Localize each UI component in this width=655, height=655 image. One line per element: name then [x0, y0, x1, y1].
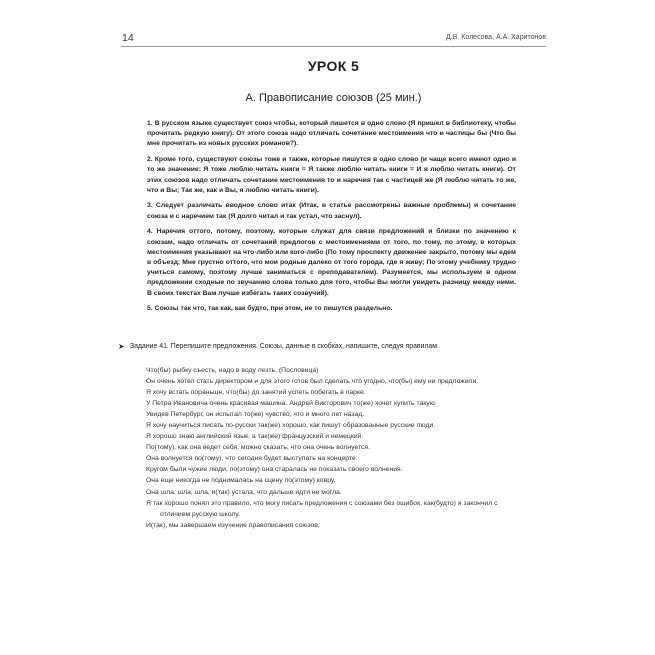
rules-block	[147, 119, 516, 320]
exercise-line: Что(бы) рыбку съесть, надо в воду лезть. (Пословица)	[146, 367, 319, 374]
exercise-line: Я хочу научиться писать по-русски так(же) хорошо, как пишут образованные русские люди.	[146, 422, 436, 430]
exercise-line: Он очень хотел стать директором и для этого готов был сделать что угодно, что(бы) ему ни предложили.	[146, 378, 479, 386]
arrow-right-icon: ➤	[118, 342, 125, 351]
exercise-line: Я хорошо знаю английский язык, а так(же) французский и немецкий.	[146, 433, 364, 441]
exercise-line: Она волнуется по(тому), что сегодня будет выступать на концерте.	[146, 455, 358, 463]
exercise-line: У Петра Ивановича очень красивая машина. Андрей Викторович то(же) хочет купить такую.	[146, 400, 437, 408]
section-title: А. Правописание союзов (25 мин.)	[245, 92, 422, 104]
lesson-title: УРОК 5	[307, 58, 360, 74]
rule-paragraph: 2. Кроме того, существуют союзы тоже и также, которые пишутся в одно слово (и чаще всего имеют одно и то же значение: Я тоже люблю читать книги = Я также люблю читать книги = И я люблю читать книги). От этих союзов надо отличать сочетание местоимения то и наречия так с частицей же (Я люблю читать то же, что и Вы; Так же, как и Вы, я люблю читать книги).	[147, 156, 516, 194]
running-header	[121, 32, 546, 47]
exercise-line: По(тому), как она ведет себя, можно сказать, что она очень волнуется.	[146, 444, 370, 452]
exercise-line: Увидев Петербург, он испытал то(же) чувство, что и много лет назад.	[146, 411, 365, 419]
exercise-line: Кругом были чужие люди, по(этому) она старалась не показать своего волнения.	[146, 466, 403, 474]
rule-paragraph: 1. В русском языке существует союз чтобы, который пишется в одно слово (Я пришел в библиотеку, чтобы прочитать редкую книгу). От этого союза надо отличать сочетание местоимения что и частицы бы (Что бы мне прочитать из новых русских романов?).	[147, 120, 516, 148]
exercise-line: Я хочу встать пораньше, что(бы) до занятий успеть побегать в парке.	[146, 389, 366, 397]
header-authors: Д.В. Колесова, А.А. Харитонов	[446, 34, 546, 41]
exercise-line: Она еще никогда не поднималась на сцену по(этому) ковру.	[146, 477, 336, 485]
exercise-sentences	[146, 365, 518, 531]
rule-paragraph: 3. Следует различать вводное слово итак (Итак, в статье рассмотрены важные проблемы) и сочетание союза и с наречием так (Я долго читал и так устал, что заснул).	[147, 202, 516, 220]
page-number: 14	[122, 32, 134, 44]
rule-paragraph: 5. Союзы так что, так как, как будто, при этом, не то пишутся раздельно.	[147, 305, 393, 313]
task-heading	[118, 342, 555, 351]
exercise-line: И(так), мы завершаем изучение правописания союзов.	[146, 521, 320, 529]
rule-paragraph: 4. Наречия оттого, потому, поэтому, которые служат для связи предложений и близки по значению к союзам, надо отличать от сочетаний предлогов с местоимениями от того, по тому, по этому, в которых местоимения указывают на что-либо или кого-либо (По тому проспекту движение закрыто, потому мы едем в объезд; Мне грустно оттого, что мои родные далеко от того города, где я живу; По этому учебнику трудно учиться самому, поэтому лучше заниматься с преподавателем). Разумеется, мы используем в одном предложении сходные по звучанию слова только для того, чтобы Вы могли увидеть разницу между ними. В своих текстах Вам лучше избегать таких созвучий).	[147, 228, 516, 297]
exercise-line: Она шла, шла, шла, и(так) устала, что дальше идти не могла.	[146, 488, 342, 496]
task-text: Задание 41. Перепишите предложения. Союзы, данные в скобках, напишите, следуя правилам.	[130, 343, 439, 350]
exercise-line: Я так хорошо понял это правило, что могу писать предложения с союзами без ошибок, как(будто) я закончил с отличием русскую школу.	[146, 499, 498, 518]
